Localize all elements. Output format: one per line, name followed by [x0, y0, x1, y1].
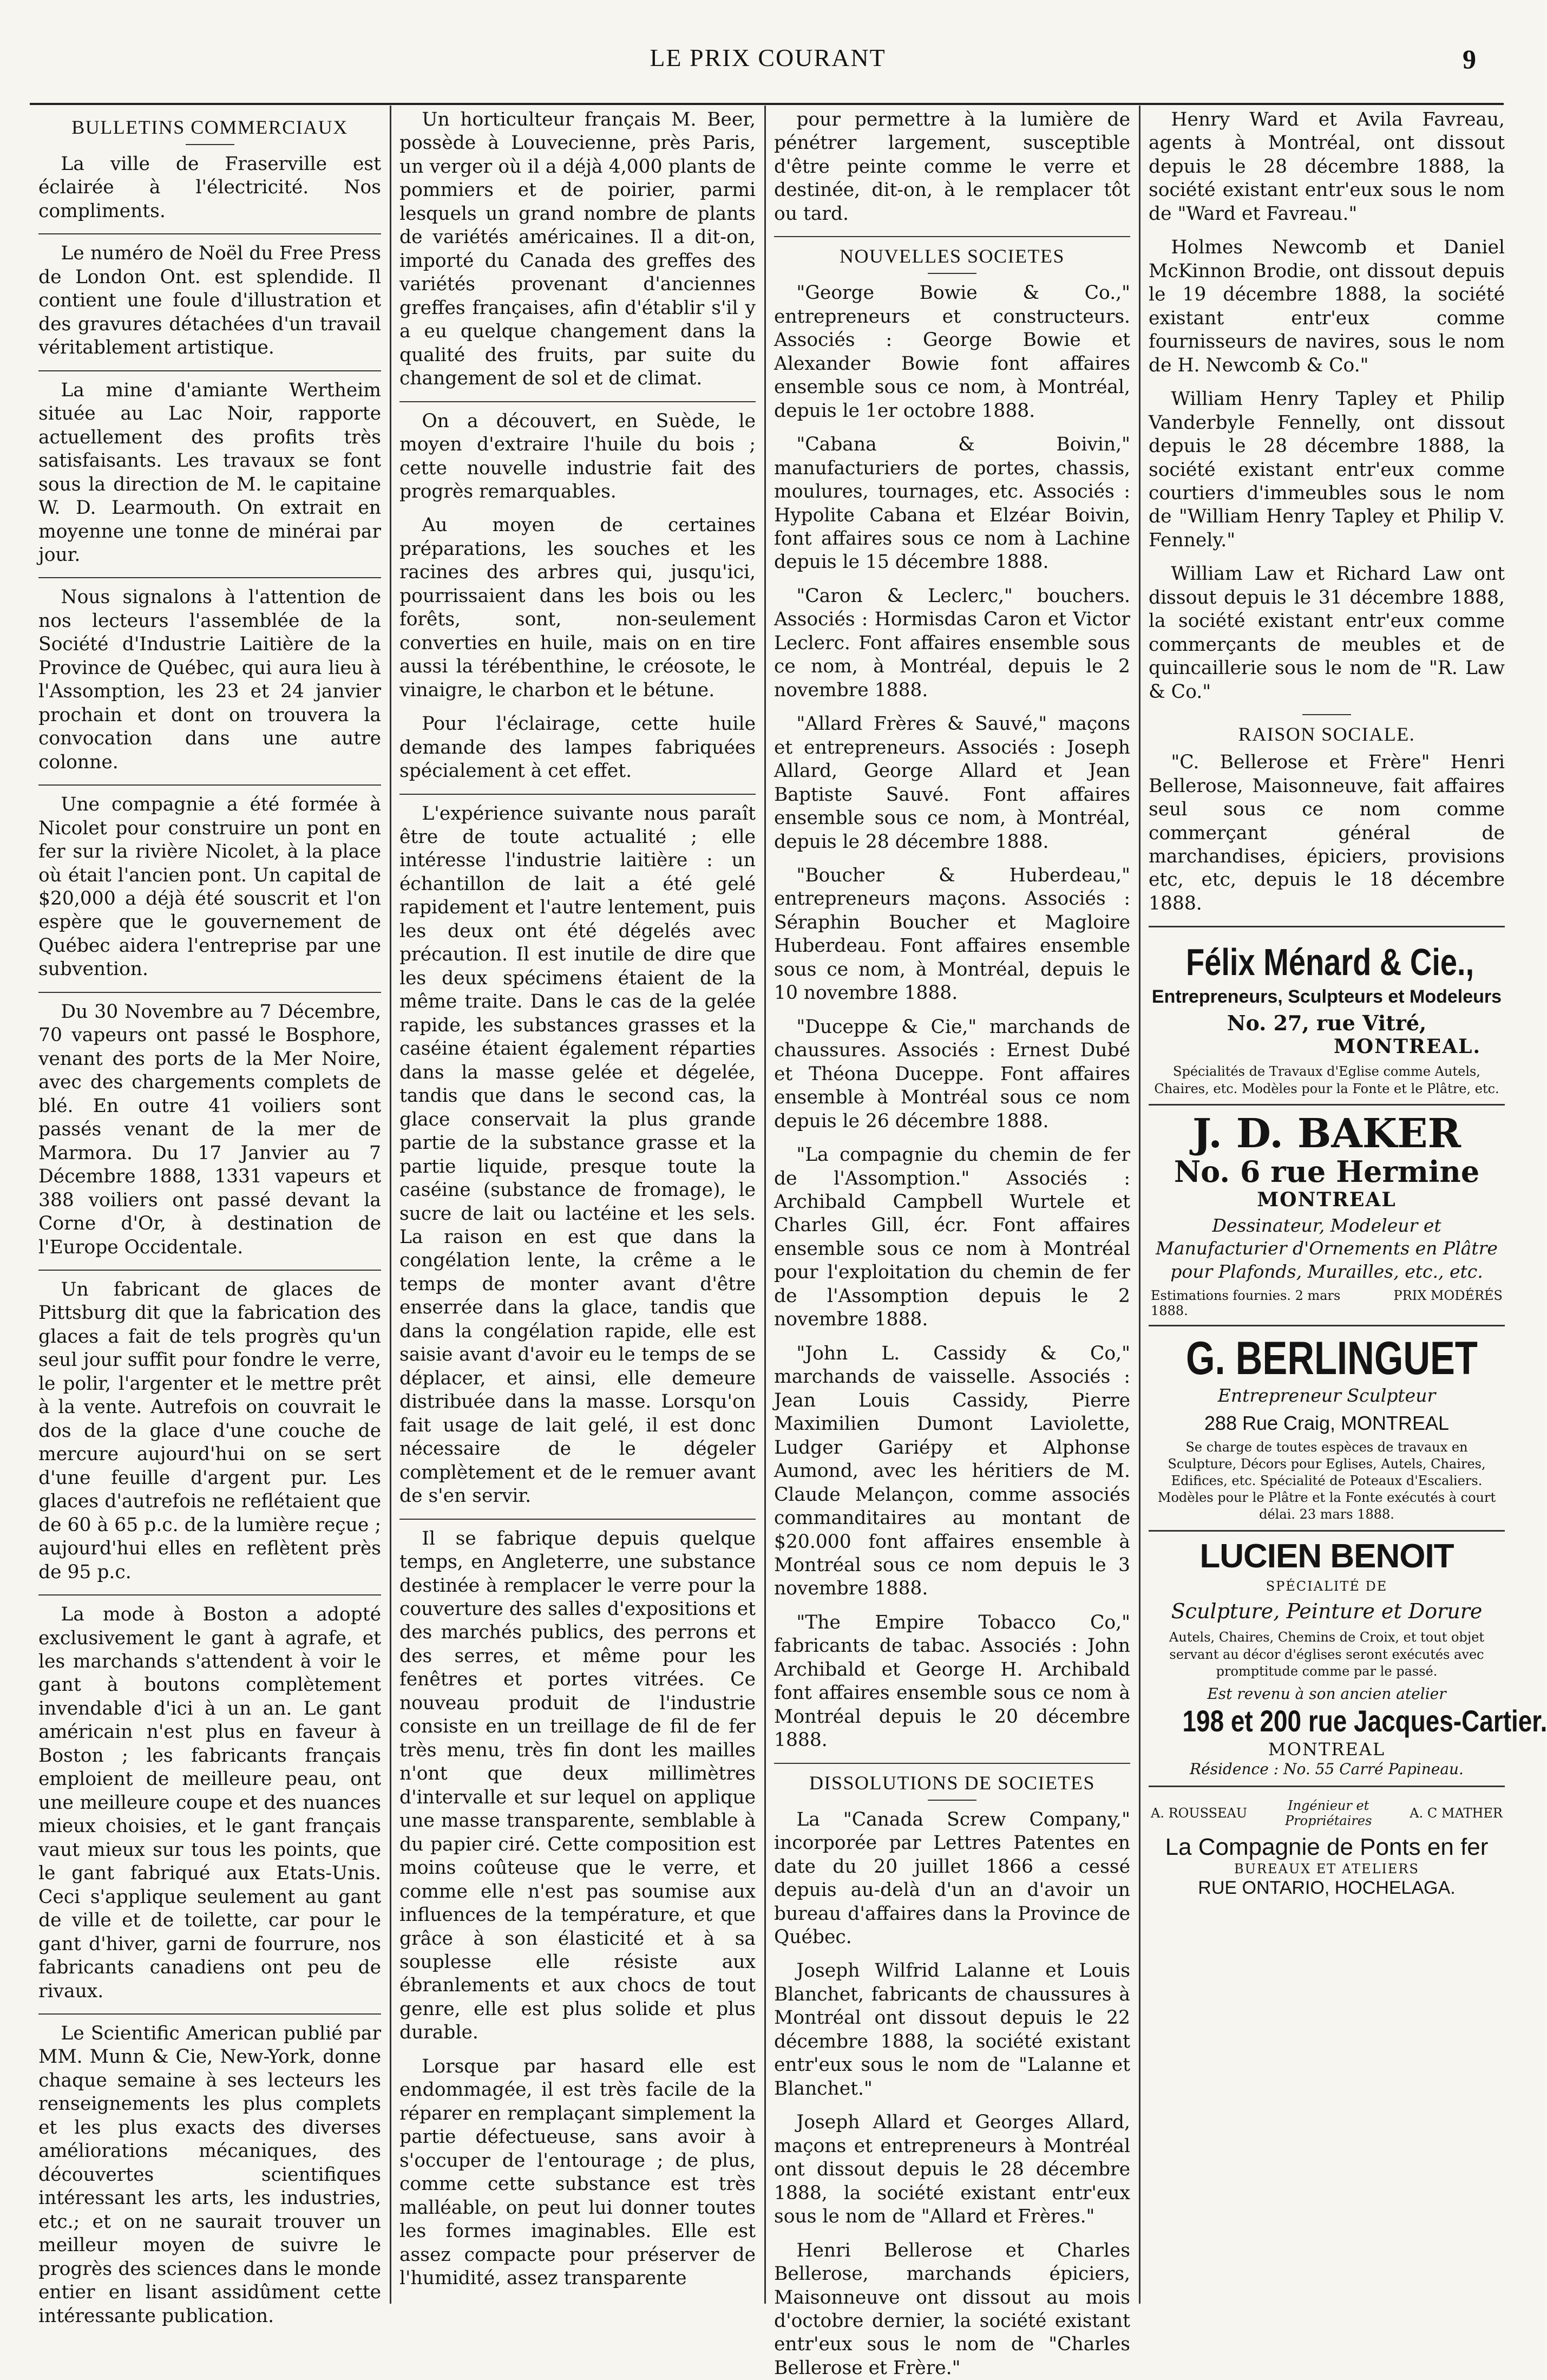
- section-heading: BULLETINS COMMERCIAUX: [71, 116, 348, 138]
- dissolution-entry: Joseph Allard et Georges Allard, maçons et entrepreneurs à Montréal ont dissout depuis le 28 décembre 1888, la société existant entr'eux sous le nom de "Allard et Frères.": [774, 2111, 1130, 2228]
- ad-office: BUREAUX ET ATELIERS: [1234, 1861, 1419, 1877]
- dissolution-entry: Joseph Wilfrid Lalanne et Louis Blanchet, fabricants de chaussures à Montréal ont dissout depuis le 22 décembre 1888, la société existant entr'eux sous le nom de "Lalanne et Blanchet.": [774, 1960, 1130, 2100]
- ad-jd-baker: [1149, 1106, 1505, 1326]
- ad-title: J. D. BAKER: [1192, 1110, 1461, 1157]
- ad-title: Félix Ménard & Cie.,: [1186, 941, 1474, 984]
- section-heading: NOUVELLES SOCIETES: [840, 245, 1065, 267]
- ad-title: LUCIEN BENOIT: [1199, 1537, 1454, 1575]
- header-rule: [30, 103, 1504, 105]
- ad-address: No. 27, rue Vitré,: [1227, 1011, 1427, 1036]
- ad-back: Est revenu à son ancien atelier: [1207, 1684, 1446, 1703]
- dissolution-entry: William Law et Richard Law ont dissout depuis le 31 décembre 1888, la société existant entr'eux comme commerçants de meubles et de quincaillerie sous le nom de "R. Law & Co.": [1149, 563, 1505, 703]
- ad-trades: Sculpture, Peinture et Dorure: [1171, 1599, 1483, 1623]
- ad-address: 288 Rue Craig, MONTREAL: [1204, 1411, 1450, 1434]
- dissolution-entry: Henri Bellerose et Charles Bellerose, marchands épiciers, Maisonneuve ont dissout au mois d'octobre dernier, la société existant entr'eux sous le nom de "Charles Bellerose et Frère.": [774, 2239, 1130, 2379]
- news-item: On a découvert, en Suède, le moyen d'extraire l'huile du bois ; cette nouvelle industrie fait des progrès remarquables.: [399, 410, 756, 502]
- society-entry: "Cabana & Boivin," manufacturiers de portes, chassis, moulures, tournages, etc. Associés : Hypolite Cabana et Elzéar Boivin, font affaires sous ce nom à Lachine depuis le 15 décembre 1888.: [774, 434, 1130, 573]
- news-item: La mode à Boston a adopté exclusivement le gant à agrafe, et les marchands s'attendent à voir le gant à boutons complètement invendable d'ici à un an. Le gant américain n'est plus en faveur à Boston ; les fabricants français emploient de meilleure peau, ont une meilleure coupe et des nuances mieux choisies, et le gant français vaut mieux sur tous les points, que le gant fabriqué aux Etats-Unis. Ceci s'applique seulement au gant de ville et de toilette, car pour le gant d'hiver, garni de fourrure, nos fabricants canadiens ont peu de rivaux.: [38, 1604, 381, 2002]
- news-item: Un horticulteur français M. Beer, possède à Louvecienne, près Paris, un verger où il a déjà 4,000 plants de pommiers et de poirier, parmi lesquels un grand nombre de plants de variétés américaines. Il a dit-on, importé du Canada des greffes des variétés provenant d'anciennes greffes françaises, afin d'établir s'il y a eu quelque changement dans la qualité des fruits, par suite du changement de sol et de climat.: [399, 109, 756, 390]
- ad-address: 198 et 200 rue Jacques-Cartier.: [1182, 1704, 1547, 1738]
- ad-note: Se charge de toutes espèces de travaux en Sculpture, Décors pour Eglises, Autels, Chaires, Edifices, etc. Spécialité de Poteaux d'Escaliers. Modèles pour le Plâtre et la Fonte exécutés à court délai. 23 mars 1888.: [1157, 1439, 1496, 1522]
- news-item: Une compagnie a été formée à Nicolet pour construire un pont en fer sur la rivière Nicolet, à la place où était l'ancien pont. Un capital de $20,000 a déjà été souscrit et l'on espère que le gouvernement de Québec aidera l'entreprise par une subvention.: [38, 794, 381, 980]
- society-entry: "Duceppe & Cie," marchands de chaussures. Associés : Ernest Dubé et Théona Duceppe. Font affaires ensemble à Montréal sous ce nom depuis le 26 décembre 1888.: [774, 1016, 1130, 1132]
- society-entry: "Allard Frères & Sauvé," maçons et entrepreneurs. Associés : Joseph Allard, George Allard et Jean Baptiste Sauvé. Font affaires ensemble sous ce nom, à Montréal, depuis le 28 décembre 1888.: [774, 713, 1130, 853]
- society-entry: "La compagnie du chemin de fer de l'Assomption." Associés : Archibald Campbell Wurtele et Charles Gill, écr. Font affaires ensemble sous ce nom à Montréal pour l'exploitation du chemin de fer de l'Assomption depuis le 2 novembre 1888.: [774, 1144, 1130, 1331]
- ad-title: G. BERLINGUET: [1186, 1332, 1478, 1385]
- ad-spec: SPÉCIALITÉ DE: [1266, 1578, 1388, 1594]
- news-item: Au moyen de certaines préparations, les souches et les racines des arbres qui, jusqu'ici, pourrissaient dans les bois ou les forêts, sont, non-seulement converties en huile, mais on en tire aussi la térébenthine, le créosote, le vinaigre, le charbon et le bétune.: [399, 514, 756, 701]
- news-item: La ville de Fraserville est éclairée à l'électricité. Nos compliments.: [38, 153, 381, 222]
- news-item: L'expérience suivante nous paraît être de toute actualité ; elle intéresse l'industrie laitière : un échantillon de lait a été gelé rapidement et l'autre lentement, puis les deux ont été dégelés avec précaution. Il est inutile de dire que les deux spécimens étaient de la même traite. Dans le cas de la gelée rapide, les substances grasses et la caséine étaient également réparties dans la masse gelée et dégelée, tandis que dans le second cas, la glace conservait la plus grande partie de la substance grasse et la partie liquide, presque toute la caséine (substance de fromage), le sucre de lait ou lactéine et les sels. La raison en est que dans la congélation lente, la crême a le temps de monter avant d'être enserrée dans la glace, tandis que dans la congélation rapide, elle est saisie avant d'avoir eu le temps de se déplacer, et ainsi, elle demeure distribuée dans la masse. Lorsqu'on fait usage de lait gelé, il est donc nécessaire de le dégeler complètement et de le remuer avant de s'en servir.: [399, 802, 756, 1507]
- news-item: Le numéro de Noël du Free Press de London Ont. est splendide. Il contient une foule d'illustration et des gravures détachées d'un travail véritablement artistique.: [38, 243, 381, 359]
- dissolution-entry: William Henry Tapley et Philip Vanderbyle Fennelly, ont dissout depuis le 28 décembre 1888, la société existant entr'eux comme courtiers d'immeubles sous le nom de "William Henry Tapley et Philip V. Fennely.": [1149, 388, 1505, 551]
- dissolution-entry: Henry Ward et Avila Favreau, agents à Montréal, ont dissout depuis le 28 décembre 1888, la société existant entr'eux sous le nom de "Ward et Favreau.": [1149, 109, 1505, 225]
- dissolution-entry: La "Canada Screw Company," incorporée par Lettres Patentes en date du 20 juillet 1866 a cessé depuis au-delà d'un an d'avoir un bureau d'affaires dans la Province de Québec.: [774, 1808, 1130, 1949]
- society-entry: "John L. Cassidy & Co," marchands de vaisselle. Associés : Jean Louis Cassidy, Pierre Maximilien Dumont Laviolette, Ludger Gariépy et Alphonse Aumond, avec les héritiers de M. Claude Melançon, comme associés commanditaires au montant de $20.000 font affaires ensemble à Montréal sous ce nom depuis le 3 novembre 1888.: [774, 1342, 1130, 1600]
- society-entry: "The Empire Tobacco Co," fabricants de tabac. Associés : John Archibald et George H. Archibald font affaires ensemble sous ce nom à Montréal depuis le 20 décembre 1888.: [774, 1611, 1130, 1751]
- news-item: Il se fabrique depuis quelque temps, en Angleterre, une substance destinée à remplacer le verre pour la couverture des salles d'expositions et des marchés publics, des perrons et des serres, et même pour les fenêtres et portes vitrées. Ce nouveau produit de l'industrie consiste en un treillage de fil de fer très menu, très fin dont les mailles n'ont que deux millimètres d'intervalle et sur lequel on applique une masse transparente, semblable à du papier ciré. Cette composition est moins coûteuse que le verre, et comme elle n'est pas soumise aux influences de la température, et que grâce à son élasticité et à sa souplesse elle résiste aux ébranlements et aux chocs de tout genre, elle est plus solide et plus durable.: [399, 1527, 756, 2044]
- firm-entry: "C. Bellerose et Frère" Henri Bellerose, Maisonneuve, fait affaires seul sous ce nom comme commerçant général de marchandises, épiciers, provisions etc, etc, depuis le 18 décembre 1888.: [1149, 751, 1505, 914]
- news-item: La mine d'amiante Wertheim située au Lac Noir, rapporte actuellement des profits très satisfaisants. Les travaux se font sous la direction de M. le capitaine W. D. Learmouth. On extrait en moyenne une tonne de minérai par jour.: [38, 379, 381, 566]
- news-item: Le Scientific American publié par MM. Munn & Cie, New-York, donne chaque semaine à ses lecteurs les renseignements les plus complets et les plus exacts des diverses améliorations mécaniques, des découvertes scientifiques intéressant les arts, les industries, etc.; et on ne saurait trouver un meilleur moyen de suivre le progrès des sciences dans le monde entier en lisant assidûment cette intéressante publication.: [38, 2022, 381, 2327]
- dissolution-entry: Holmes Newcomb et Daniel McKinnon Brodie, ont dissout depuis le 19 décembre 1888, la société existant entr'eux comme fournisseurs de navires, sous le nom de H. Newcomb & Co.": [1149, 237, 1505, 376]
- society-entry: "Caron & Leclerc," bouchers. Associés : Hormisdas Caron et Victor Leclerc. Font affaires ensemble sous ce nom, à Montréal, depuis le 2 novembre 1888.: [774, 585, 1130, 701]
- section-heading: RAISON SOCIALE.: [1238, 723, 1415, 746]
- ad-felix-menard: [1149, 935, 1505, 1105]
- news-item: Nous signalons à l'attention de nos lecteurs l'assemblée de la Société d'Industrie Laitière de la Province de Québec, qui aura lieu à l'Assomption, les 23 et 24 janvier prochain et dont on trouvera la convocation dans une autre colonne.: [38, 586, 381, 773]
- column-1: [30, 108, 390, 2327]
- news-item: pour permettre à la lumière de pénétrer largement, susceptible d'être peinte comme le verre et destinée, dit-on, à le remplacer tôt ou tard.: [774, 109, 1130, 225]
- ad-role: Entrepreneur Sculpteur: [1217, 1384, 1436, 1406]
- ad-estimates: Estimations fournies. 2 mars 1888.: [1151, 1288, 1341, 1319]
- ad-address: RUE ONTARIO, HOCHELAGA.: [1198, 1878, 1456, 1899]
- newspaper-title: LE PRIX COURANT: [650, 44, 886, 71]
- page-header: [0, 43, 1536, 87]
- column-4: [1140, 108, 1547, 2301]
- ad-residence: Résidence : No. 55 Carré Papineau.: [1190, 1760, 1464, 1778]
- ad-lucien-benoit: [1149, 1532, 1547, 1788]
- ad-role: Ingénieur et Propriétaires: [1285, 1798, 1372, 1829]
- page-number: 9: [1463, 44, 1476, 74]
- news-item: Lorsque par hasard elle est endommagée, il est très facile de la réparer en remplaçant simplement la partie défectueuse, sans avoir à s'occuper de l'entourage ; de plus, comme cette substance est très malléable, on peut lui donner toutes les formes imaginables. Elle est assez compacte pour préserver de l'humidité, assez transparente: [399, 2055, 756, 2290]
- ad-owner: A. C MATHER: [1410, 1806, 1503, 1821]
- news-item: Un fabricant de glaces de Pittsburg dit que la fabrication des glaces a fait de tels progrès qu'un seul jour suffit pour fondre le verre, le polir, l'argenter et le mettre prêt à la vente. Autrefois on couvrait le dos de la glace d'une couche de mercure aujourd'hui on se sert d'une feuille d'argent pur. Les glaces d'autrefois ne reflétaient que de 60 à 65 p.c. de la lumière reçue ; aujourd'hui elles en reflètent près de 95 p.c.: [38, 1278, 381, 1583]
- news-item: Du 30 Novembre au 7 Décembre, 70 vapeurs ont passé le Bosphore, venant des ports de la Mer Noire, avec des chargements complets de blé. En outre 41 voiliers sont passés venant de la mer de Marmora. Du 17 Janvier au 7 Décembre 1888, 1331 vapeurs et 388 voiliers ont passé devant la Corne d'Or, à destination de l'Europe Occidentale.: [38, 1001, 381, 1258]
- ad-note: Autels, Chaires, Chemins de Croix, et tout objet servant au décor d'églises seront exécutés avec promptitude comme par le passé.: [1169, 1630, 1485, 1679]
- ad-line: Entrepreneurs, Sculpteurs et Modeleurs: [1151, 986, 1502, 1008]
- ad-city: MONTREAL: [1257, 1188, 1397, 1211]
- ad-city: MONTREAL.: [1333, 1035, 1481, 1058]
- ad-g-berlinguet: [1149, 1326, 1505, 1531]
- ad-compagnie-ponts: [1149, 1787, 1505, 1905]
- ad-engineer: A. ROUSSEAU: [1151, 1806, 1248, 1821]
- ad-city: MONTREAL: [1268, 1738, 1386, 1760]
- news-item: Pour l'éclairage, cette huile demande des lampes fabriquées spécialement à cet effet.: [399, 713, 756, 782]
- society-entry: "George Bowie & Co.," entrepreneurs et constructeurs. Associés : George Bowie et Alexander Bowie font affaires ensemble sous ce nom, à Montréal, depuis le 1er octobre 1888.: [774, 282, 1130, 422]
- column-3: [765, 108, 1139, 2379]
- column-2: [391, 108, 764, 2301]
- section-heading: DISSOLUTIONS DE SOCIETES: [809, 1771, 1095, 1794]
- ad-desc: Dessinateur, Modeleur et Manufacturier d'Ornements en Plâtre pour Plafonds, Murailles, etc., etc.: [1156, 1214, 1498, 1283]
- ad-prices: PRIX MODÉRÉS: [1393, 1288, 1503, 1304]
- ad-title: La Compagnie de Ponts en fer: [1165, 1834, 1489, 1861]
- ad-note: Spécialités de Travaux d'Eglise comme Autels, Chaires, etc. Modèles pour la Fonte et le Plâtre, etc.: [1154, 1064, 1499, 1096]
- society-entry: "Boucher & Huberdeau," entrepreneurs maçons. Associés : Séraphin Boucher et Magloire Huberdeau. Font affaires ensemble sous ce nom, à Montréal, depuis le 10 novembre 1888.: [774, 864, 1130, 1004]
- ad-address: No. 6 rue Hermine: [1174, 1154, 1480, 1189]
